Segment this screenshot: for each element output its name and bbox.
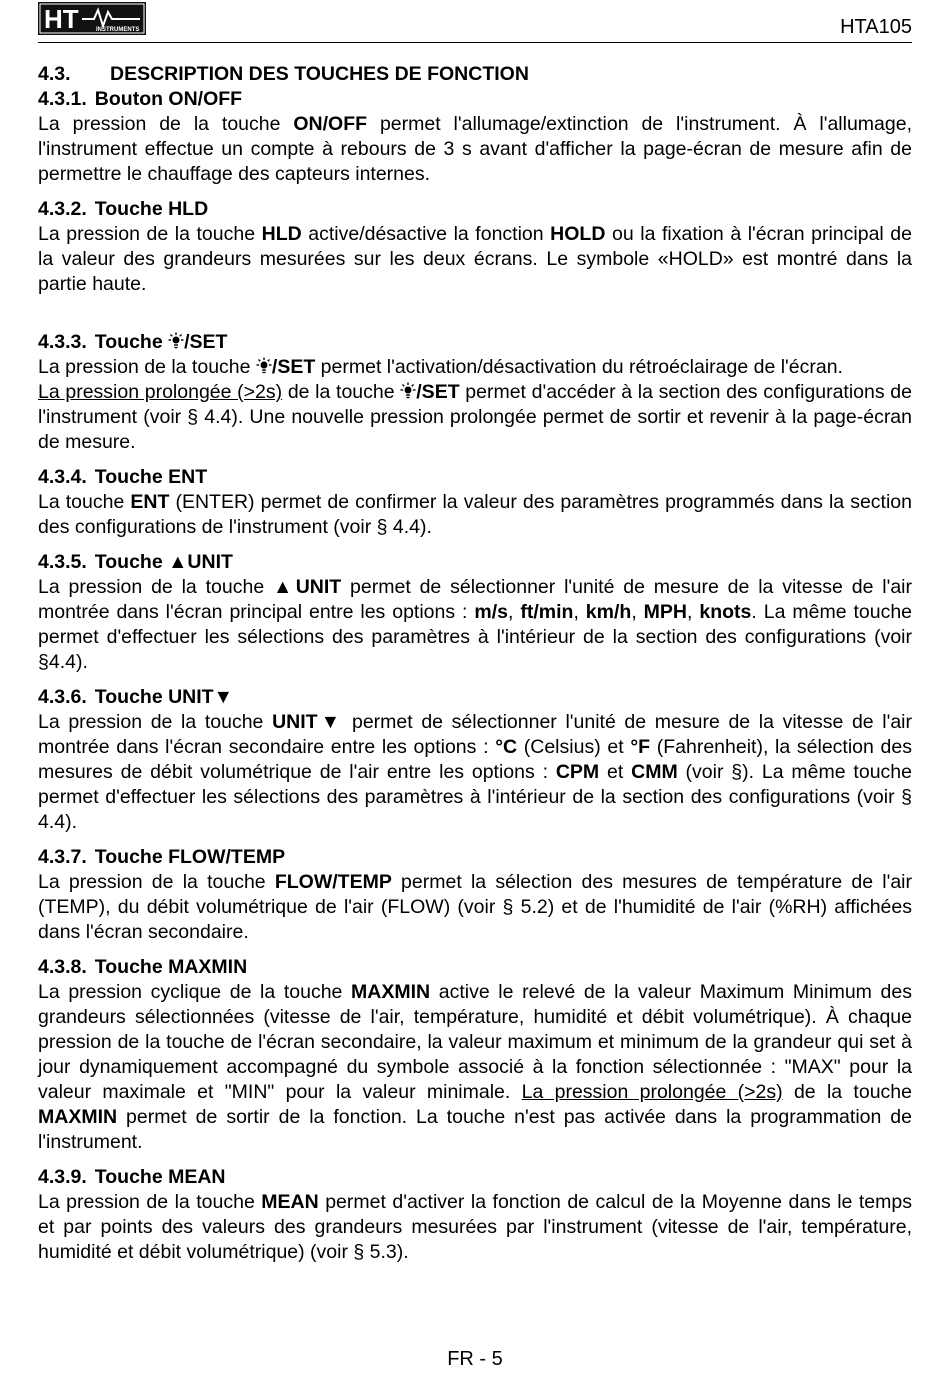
subsection-title [38,845,912,870]
subsection-number: 4.3.6. [38,686,87,708]
subsection-maxmin [38,955,912,1155]
subsection-title-text: Touche FLOW/TEMP [94,846,286,868]
subsection-number: 4.3.3. [38,331,87,353]
subsection-number: 4.3.8. [38,956,87,978]
paragraph: La pression de la touche UNIT▼ permet de sélectionner l'unité de mesure de la vitesse de l'air montrée dans l'écran secondaire entre les options : °C (Celsius) et °F (Fahrenheit), la sélection des mesures de débit volumétrique de l'air entre les options : CPM et CMM (voir §). La même touche permet d'effectuer les sélections des paramètres à l'intérieur de la section des configurations (voir § 4.4). [38,711,913,833]
subsection-number: 4.3.7. [38,846,87,868]
subsection-title-text: Touche MAXMIN [94,956,248,978]
subsection-number: 4.3.5. [38,551,87,573]
section-number: 4.3. [38,63,71,85]
subsection-ent [38,465,912,540]
subsection-title [38,685,912,710]
paragraph: La pression de la touche ▲UNIT permet de sélectionner l'unité de mesure de la vitesse de l'air montrée dans l'écran principal entre les options : m/s, ft/min, km/h, MPH, knots. La même touche permet d'effectuer les sélections des paramètres à l'intérieur de la section des configurations (voir §4.4). [38,576,913,673]
backlight-icon [168,332,184,350]
subsection-number: 4.3.4. [38,466,87,488]
subsection-flow-temp [38,845,912,945]
subsection-unit-down [38,685,912,835]
subsection-number: 4.3.9. [38,1166,87,1188]
subsection-title [38,87,912,112]
page-number: FR - 5 [447,1348,503,1370]
subsection-number: 4.3.1. [38,88,87,110]
logo-subtext: INSTRUMENTS [96,27,140,33]
subsection-number: 4.3.2. [38,198,87,220]
subsection-title-text: Touche UNIT▼ [94,686,233,708]
backlight-icon [400,382,416,400]
subsection-title-text: Touche MEAN [94,1166,226,1188]
subsection-mean [38,1165,912,1265]
subsection-on-off [38,87,912,187]
document-body [38,62,912,1275]
model-name: HTA105 [840,16,912,38]
subsection-title [38,197,912,222]
subsection-hld [38,197,912,297]
subsection-title [38,1165,912,1190]
paragraph: La pression de la touche MEAN permet d'activer la fonction de calcul de la Moyenne dans le temps et par points des valeurs des grandeurs mesurées par l'instrument (vitesse de l'air, température, humidité et débit volumétrique) (voir § 5.3). [38,1191,912,1263]
section-heading [38,62,912,87]
subsection-title-text: Touche HLD [94,198,209,220]
subsection-title-text: Touche ▲UNIT [94,551,233,573]
subsection-title [38,955,912,980]
subsection-title [38,550,912,575]
backlight-icon [256,357,272,375]
page-header [38,2,912,43]
paragraph: La pression de la touche ON/OFF permet l'allumage/extinction de l'instrument. À l'allumage, l'instrument effectue un compte à rebours de 3 s avant d'afficher la page-écran de mesure afin de permettre le chauffage des capteurs internes. [38,113,912,185]
subsection-title [38,465,912,490]
subsection-backlight-set [38,330,912,455]
subsection-title-text: Touche ENT [94,466,208,488]
logo-text: HT [44,4,79,34]
paragraph: La pression de la touche FLOW/TEMP permet la sélection des mesures de température de l'air (TEMP), du débit volumétrique de l'air (FLOW) (voir § 5.2) et de l'humidité de l'air (%RH) affichées dans l'écran secondaire. [38,871,912,943]
section-title [38,62,912,87]
subsection-title-text: Bouton ON/OFF [94,88,243,110]
paragraph: La pression cyclique de la touche MAXMIN active le relevé de la valeur Maximum Minimum des grandeurs sélectionnées (vitesse de l'air, température, humidité et débit volumétrique). À chaque pression de la touche de l'écran secondaire, la valeur maximum et minimum de la grandeur qui set à jour dynamiquement accompagné du symbole associé à la fonction sélectionnée : "MAX" pour la valeur maximale et "MIN" pour la valeur minimale. La pression prolongée (>2s) de la touche MAXMIN permet de sortir de la fonction. La touche n'est pas activée dans la programmation de l'instrument. [38,981,912,1153]
paragraph: La pression de la touche HLD active/désactive la fonction HOLD ou la fixation à l'écran principal de la valeur des grandeurs mesurées sur les deux écrans. Le symbole «HOLD» est montré dans la partie haute. [38,223,912,295]
ht-instruments-logo [38,2,146,35]
paragraph: La touche ENT (ENTER) permet de confirmer la valeur des paramètres programmés dans la section des configurations de l'instrument (voir § 4.4). [38,491,912,538]
section-title-text: DESCRIPTION DES TOUCHES DE FONCTION [110,63,529,85]
subsection-title: 4.3.3. Touche /SET [38,331,228,353]
paragraph: La pression de la touche /SET permet l'activation/désactivation du rétroéclairage de l'écran. La pression prolongée (>2s) de la touche /SET permet d'accéder à la section des configurations de l'instrument (voir § 4.4). Une nouvelle pression prolongée permet de sortir et revenir à la page-écran de mesure. [38,356,912,453]
subsection-up-unit [38,550,912,675]
